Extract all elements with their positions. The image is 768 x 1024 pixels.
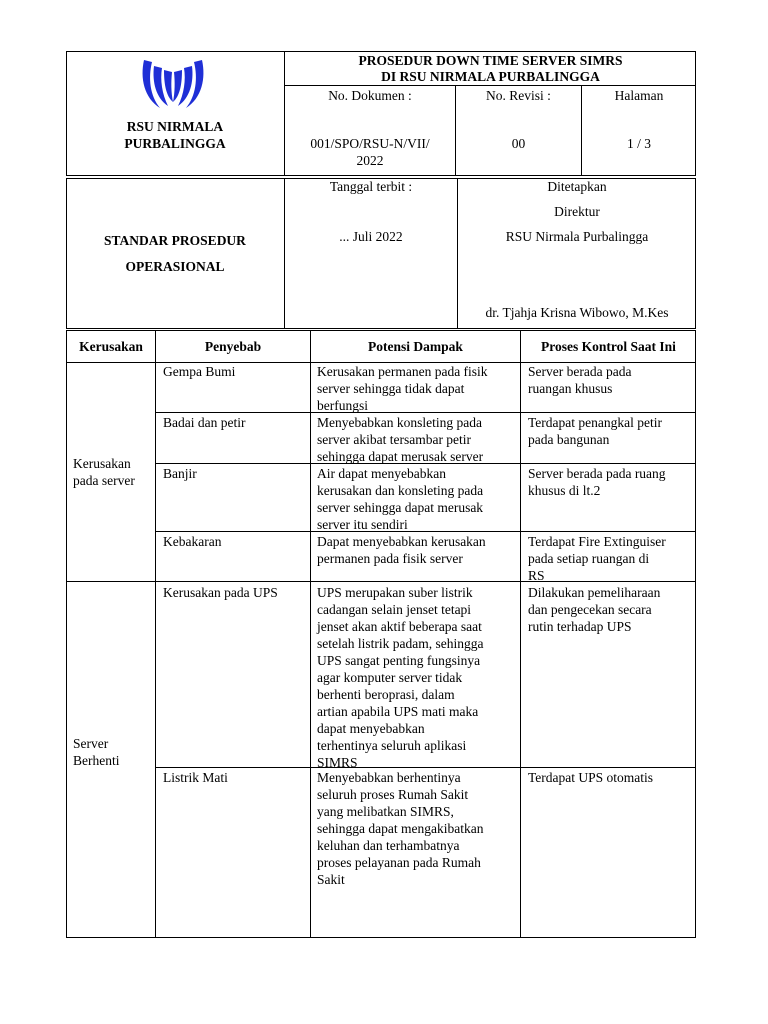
control-cell: Terdapat Fire Extinguiser pada setiap ruangan di RS [528,534,666,583]
impact-cell: Menyebabkan konsleting pada server akibat tersambar petir sehingga dapat merusak server [317,415,484,464]
issued-label: Tanggal terbit : [329,179,413,194]
impact-cell: Dapat menyebabkan kerusakan permanen pada fisik server [317,534,486,566]
group-label-server-damage: Kerusakan pada server [73,456,135,488]
approved-role: Direktur [554,204,600,219]
control-cell: Server berada pada ruang khusus di lt.2 [528,466,666,498]
cause-cell: Kerusakan pada UPS [163,585,278,600]
impact-cell: Air dapat menyebabkan kerusakan dan konsleting pada server sehingga dapat merusak server itu sendiri [317,466,484,532]
hospital-logo [140,58,206,114]
doc-number-value: 001/SPO/RSU-N/VII/ 2022 [310,136,430,168]
col-header-damage: Kerusakan [79,339,143,354]
revision-label: No. Revisi : [486,88,551,103]
control-cell: Server berada pada ruangan khusus [528,364,632,396]
page-value: 1 / 3 [626,136,651,151]
approved-name: dr. Tjahja Krisna Wibowo, M.Kes [485,305,669,320]
col-header-impact: Potensi Dampak [368,339,463,354]
col-header-cause: Penyebab [204,339,262,354]
impact-cell: Menyebabkan berhentinya seluruh proses Rumah Sakit yang melibatkan SIMRS, sehingga dapat mengakibatkan keluhan dan terhambatnya proses pelayanan pada Rumah Sakit [317,770,484,887]
cause-cell: Gempa Bumi [163,364,236,379]
doc-number-label: No. Dokumen : [328,88,412,103]
cause-cell: Listrik Mati [163,770,228,785]
col-header-control: Proses Kontrol Saat Ini [541,339,676,354]
issued-value: ... Juli 2022 [339,229,403,244]
page-label: Halaman [614,88,664,103]
cause-cell: Kebakaran [163,534,222,549]
impact-cell: Kerusakan permanen pada fisik server sehingga tidak dapat berfungsi [317,364,488,413]
approved-label: Ditetapkan [547,179,607,194]
revision-value: 00 [511,136,526,151]
approved-org: RSU Nirmala Purbalingga [505,229,649,244]
document-title: PROSEDUR DOWN TIME SERVER SIMRS DI RSU NIRMALA PURBALINGGA [358,53,623,84]
group-label-server-stop: Server Berhenti [73,736,120,768]
org-name: RSU NIRMALA PURBALINGGA [124,119,226,151]
control-cell: Terdapat UPS otomatis [528,770,654,785]
cause-cell: Badai dan petir [163,415,246,430]
control-cell: Dilakukan pemeliharaan dan pengecekan secara rutin terhadap UPS [528,585,661,634]
sop-title: STANDAR PROSEDUR OPERASIONAL [104,233,246,274]
control-cell: Terdapat penangkal petir pada bangunan [528,415,662,447]
impact-cell: UPS merupakan suber listrik cadangan selain jenset tetapi jenset akan aktif beberapa saat setelah listrik padam, sehingga UPS sangat penting fungsinya agar komputer server tidak berhenti beroprasi, dalam artian apabila UPS mati maka dapat menyebabkan terhentinya seluruh aplikasi SIMRS [317,585,484,770]
cause-cell: Banjir [163,466,197,481]
